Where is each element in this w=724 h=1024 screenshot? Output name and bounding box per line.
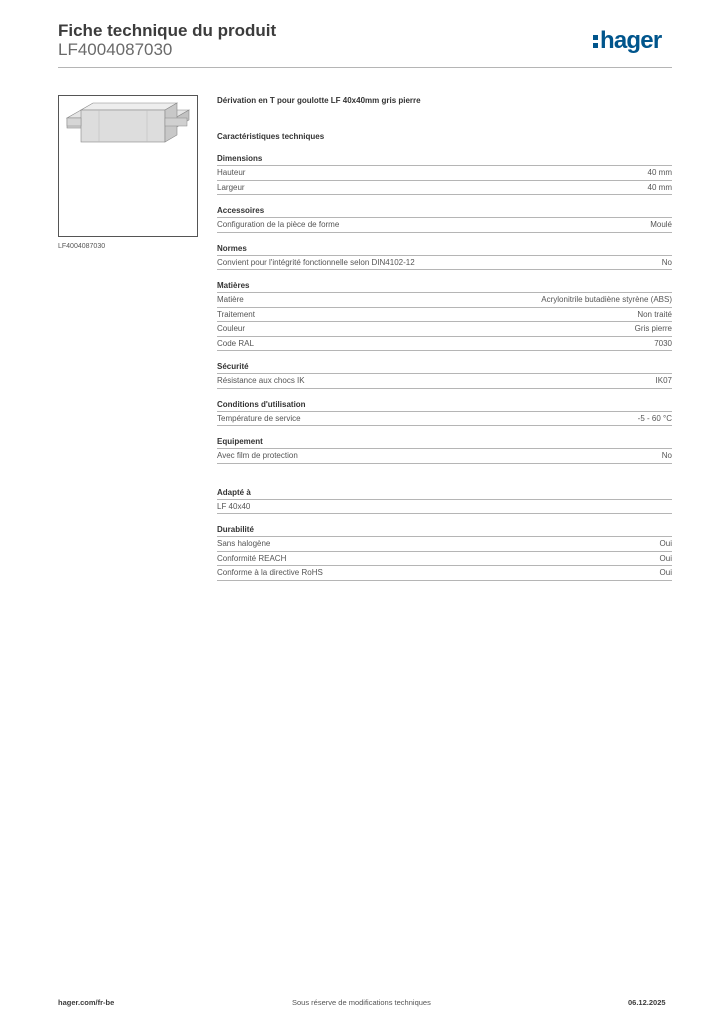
spec-row [217,308,672,323]
t-branch-trunking-image [58,95,198,237]
spec-value: Oui [659,568,672,577]
header-divider [58,67,672,68]
spec-value: No [661,257,672,267]
spec-value: -5 - 60 °C [637,413,672,423]
spec-value: Non traité [637,309,672,319]
section-heading: Adapté à [217,487,672,500]
spec-value: 7030 [654,338,672,348]
section-heading: Equipement [217,436,672,449]
spec-value: Gris pierre [634,324,672,333]
spec-row [217,537,672,552]
spec-label: Sans halogène [217,539,271,548]
section-heading: Matières [217,280,672,293]
footer-date: 06.12.2025 [628,998,666,1007]
tech-heading: Caractéristiques techniques [217,132,325,141]
logo-colon-icon [593,31,598,51]
spec-value: Oui [659,553,672,563]
spec-section [217,399,672,427]
product-title: Dérivation en T pour goulotte LF 40x40mm gris pierre [217,96,421,105]
spec-row [217,166,672,181]
spec-label: Convient pour l'intégrité fonctionnelle selon DIN4102-12 [217,257,415,267]
spec-value: IK07 [655,376,672,385]
spec-section [217,205,672,233]
spec-row [217,412,672,427]
section-heading: Accessoires [217,205,672,218]
section-heading: Normes [217,243,672,256]
spec-row [217,337,672,352]
spec-row [217,181,672,196]
spec-section [217,280,672,351]
hager-logo[interactable] [593,28,661,56]
spec-section [217,524,672,581]
spec-label: Conformité REACH [217,553,287,563]
spec-label: Hauteur [217,168,246,177]
page-title: Fiche technique du produit [58,21,277,40]
spec-label: Résistance aux chocs IK [217,376,305,385]
spec-label: Code RAL [217,338,254,348]
spec-label: Température de service [217,413,301,423]
spec-value: Oui [659,539,672,548]
spec-row [217,218,672,233]
spec-section [217,361,672,389]
spec-value: 40 mm [647,168,672,177]
spec-sections [217,153,672,581]
spec-section [217,153,672,195]
spec-value: Moulé [650,220,672,229]
spec-row [217,552,672,567]
spec-label: Largeur [217,182,245,192]
spec-label: Avec film de protection [217,451,298,460]
spec-value: Acrylonitrile butadiène styrène (ABS) [541,295,672,304]
spec-section [217,487,672,515]
spec-row [217,566,672,581]
image-caption: LF4004087030 [58,243,106,250]
spec-row [217,256,672,271]
spec-label: LF 40x40 [217,501,251,511]
spec-row [217,374,672,389]
spec-label: Configuration de la pièce de forme [217,220,340,229]
spec-row [217,322,672,337]
product-code: LF4004087030 [58,40,173,59]
spec-section [217,243,672,271]
section-heading: Conditions d'utilisation [217,399,672,412]
spec-label: Traitement [217,309,255,319]
footer-notice: Sous réserve de modifications techniques [292,998,431,1007]
spec-value: 40 mm [647,182,672,192]
spec-row [217,449,672,464]
spec-label: Conforme à la directive RoHS [217,568,323,577]
spec-label: Couleur [217,324,246,333]
spec-value: No [661,451,672,460]
spec-row [217,500,672,515]
spec-content [217,95,672,581]
section-heading: Dimensions [217,153,672,166]
spec-section [217,436,672,464]
spec-label: Matière [217,295,244,304]
spec-row [217,293,672,308]
footer-website-link[interactable]: hager.com/fr-be [58,998,115,1007]
section-heading: Durabilité [217,524,672,537]
logo-text: hager [600,27,662,54]
section-heading: Sécurité [217,361,672,374]
